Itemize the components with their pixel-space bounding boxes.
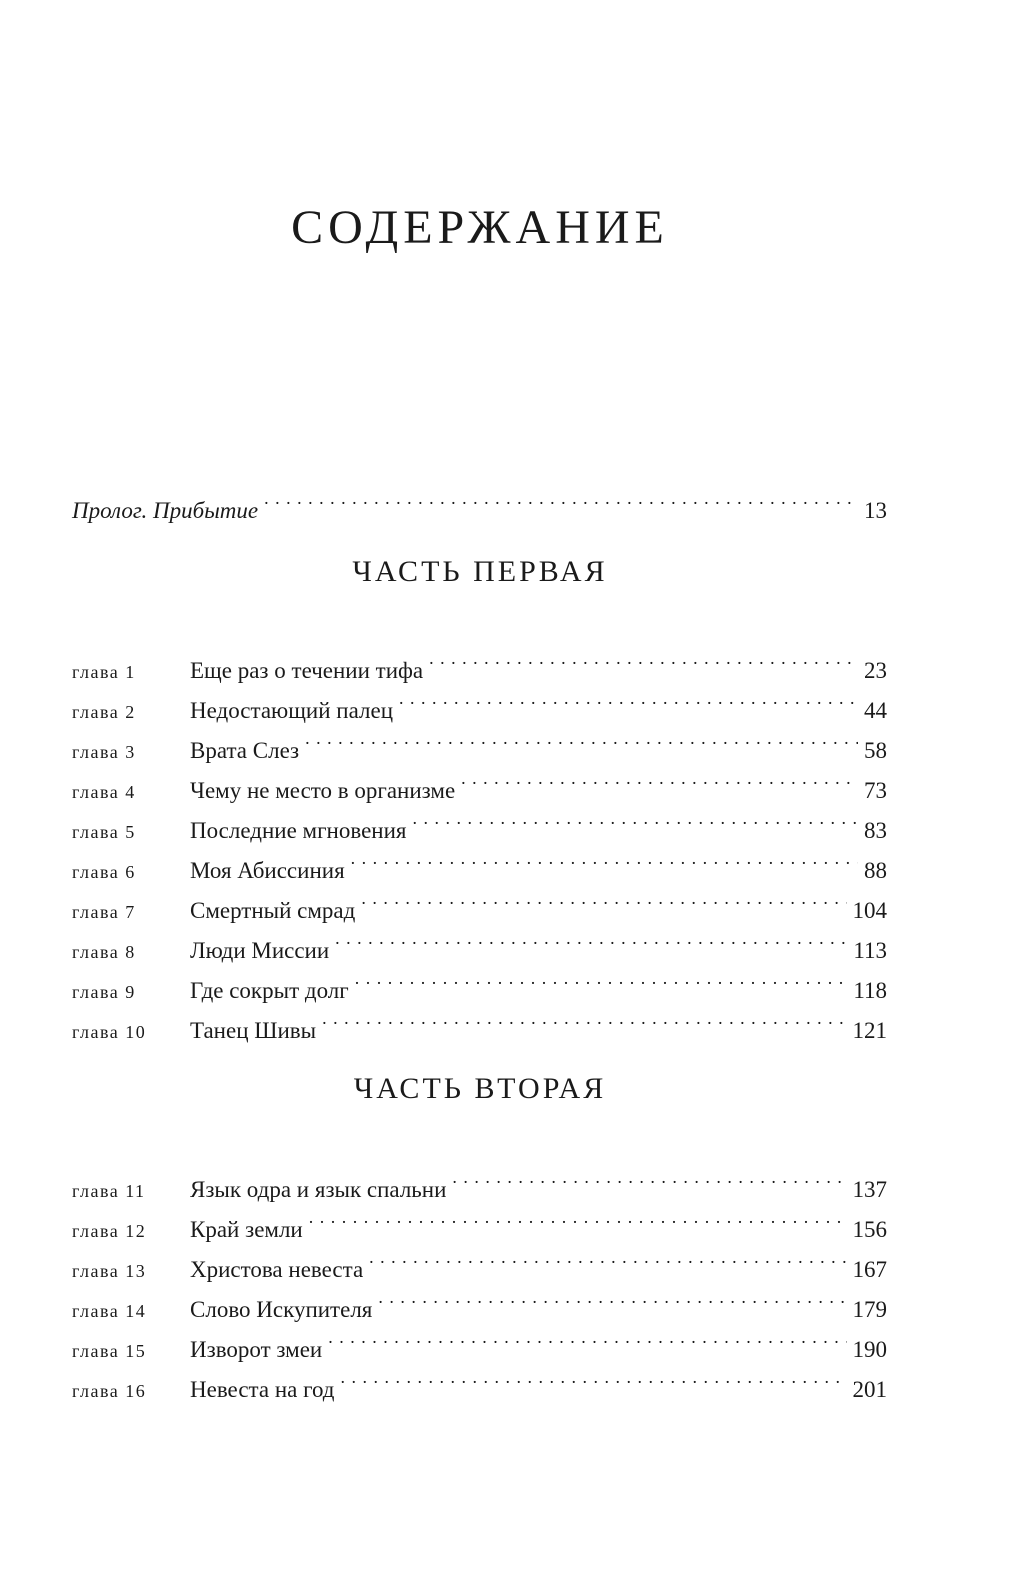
chapter-title: Край земли	[190, 1217, 303, 1242]
chapter-label: глава 16	[72, 1381, 147, 1401]
chapter-label: глава 5	[72, 822, 136, 842]
dot-leader	[412, 798, 858, 838]
part-one-chapter-list	[72, 638, 887, 1043]
dot-leader	[361, 878, 846, 918]
dot-leader	[452, 1157, 846, 1197]
chapter-page-number: 137	[852, 1177, 887, 1202]
prologue-title: Пролог. Прибытие	[72, 498, 259, 523]
chapter-page-number: 167	[852, 1257, 887, 1282]
chapter-title: Чему не место в организме	[190, 778, 456, 803]
chapter-page-number: 113	[853, 938, 887, 963]
dot-leader	[378, 1277, 846, 1317]
chapter-label: глава 13	[72, 1261, 147, 1281]
chapter-title: Последние мгновения	[190, 818, 407, 843]
prologue-page-number: 13	[864, 498, 887, 523]
chapter-page-number: 104	[852, 898, 887, 923]
chapter-title: Язык одра и язык спальни	[190, 1177, 447, 1202]
chapter-page-number: 83	[864, 818, 887, 843]
chapter-title: Изворот змеи	[190, 1337, 323, 1362]
chapter-page-number: 88	[864, 858, 887, 883]
dot-leader	[399, 678, 858, 718]
dot-leader	[369, 1237, 846, 1277]
dot-leader	[461, 758, 858, 798]
chapter-title: Недостающий палец	[190, 698, 394, 723]
chapter-page-number: 44	[864, 698, 887, 723]
chapter-title: Еще раз о течении тифа	[190, 658, 424, 683]
prologue-entry[interactable]	[72, 478, 887, 523]
chapter-page-number: 201	[852, 1377, 887, 1402]
chapter-label: глава 2	[72, 702, 136, 722]
dot-leader	[264, 478, 858, 518]
chapter-title: Невеста на год	[190, 1377, 335, 1402]
chapter-page-number: 121	[852, 1018, 887, 1043]
part-two-chapter-list	[72, 1157, 887, 1402]
dot-leader	[355, 958, 848, 998]
dot-leader	[322, 998, 846, 1038]
chapter-entry[interactable]	[72, 638, 887, 683]
chapter-page-number: 23	[864, 658, 887, 683]
chapter-title: Смертный смрад	[190, 898, 356, 923]
chapter-label: глава 7	[72, 902, 136, 922]
chapter-label: глава 1	[72, 662, 136, 682]
dot-leader	[351, 838, 858, 878]
chapter-page-number: 179	[852, 1297, 887, 1322]
chapter-label: глава 11	[72, 1181, 146, 1201]
chapter-title: Врата Слез	[190, 738, 300, 763]
dot-leader	[341, 1357, 847, 1397]
dot-leader	[328, 1317, 846, 1357]
chapter-entry[interactable]	[72, 1157, 887, 1202]
dot-leader	[429, 638, 858, 678]
chapter-label: глава 3	[72, 742, 136, 762]
chapter-page-number: 156	[852, 1217, 887, 1242]
chapter-label: глава 8	[72, 942, 136, 962]
chapter-page-number: 118	[853, 978, 887, 1003]
dot-leader	[335, 918, 847, 958]
part-two-heading: ЧАСТЬ ВТОРАЯ	[353, 1072, 607, 1105]
chapter-title: Где сокрыт долг	[190, 978, 349, 1003]
chapter-page-number: 190	[852, 1337, 887, 1362]
chapter-label: глава 10	[72, 1022, 147, 1042]
dot-leader	[309, 1197, 847, 1237]
chapter-title: Танец Шивы	[190, 1018, 317, 1043]
chapter-title: Слово Искупителя	[190, 1297, 373, 1322]
chapter-label: глава 12	[72, 1221, 147, 1241]
chapter-label: глава 4	[72, 782, 136, 802]
part-one-heading: ЧАСТЬ ПЕРВАЯ	[352, 555, 608, 588]
chapter-page-number: 58	[864, 738, 887, 763]
chapter-title: Моя Абиссиния	[190, 858, 345, 883]
chapter-label: глава 14	[72, 1301, 147, 1321]
chapter-label: глава 6	[72, 862, 136, 882]
chapter-label: глава 15	[72, 1341, 147, 1361]
chapter-page-number: 73	[864, 778, 887, 803]
chapter-title: Христова невеста	[190, 1257, 364, 1282]
dot-leader	[305, 718, 858, 758]
chapter-label: глава 9	[72, 982, 136, 1002]
page-title: СОДЕРЖАНИЕ	[291, 201, 669, 254]
chapter-title: Люди Миссии	[190, 938, 330, 963]
